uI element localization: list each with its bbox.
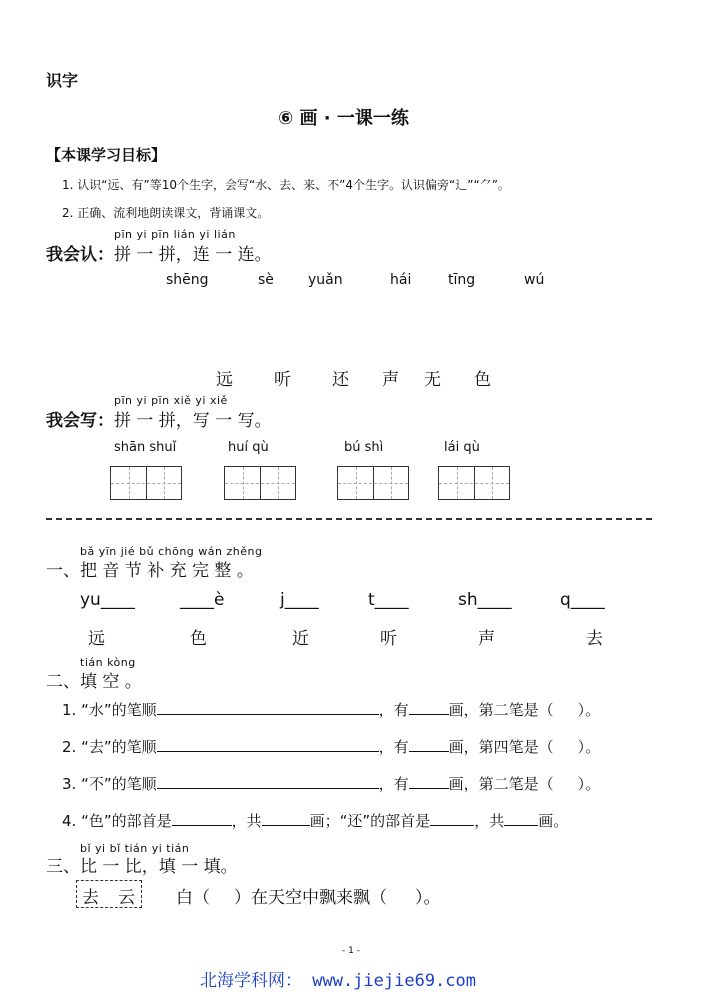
syllable-blank[interactable]: sh____ [458, 590, 512, 610]
writing-grid[interactable] [224, 466, 296, 500]
pinyin-item: hái [390, 272, 412, 288]
stroke-count-blank[interactable] [409, 737, 449, 752]
section-divider [46, 518, 652, 520]
compare-char: 云 [118, 888, 135, 908]
stroke-order-blank[interactable] [157, 774, 379, 789]
stroke-count-blank[interactable] [409, 700, 449, 715]
radical-blank[interactable] [430, 811, 474, 826]
q1-char: 去 [586, 629, 603, 649]
goal-2: 2. 正确、流利地朗读课文，背诵课文。 [62, 206, 270, 220]
syllable-blank[interactable]: t____ [368, 590, 409, 610]
fill-item-text: 画，第四笔是（ [448, 738, 554, 756]
fill-item-text: 画，第二笔是（ [448, 775, 554, 793]
compare-char: 去 [82, 888, 99, 908]
write-word-pinyin: lái qù [444, 440, 480, 455]
fill-item-text: ，有 [378, 701, 409, 719]
pinyin-item: sè [258, 272, 274, 288]
sentence-text: ）在天空中飘来飘（ [234, 888, 387, 908]
q2-pinyin: tián kòng [80, 656, 136, 669]
syllable-blank[interactable]: ____è [180, 590, 225, 610]
write-word-pinyin: shān shuǐ [114, 440, 177, 455]
recognize-pinyin: pīn yi pīn lián yi lián [114, 228, 236, 241]
fill-item-4 [62, 810, 568, 831]
fill-item-text: 画，第二笔是（ [448, 701, 554, 719]
char-item: 无 [424, 370, 441, 390]
q1-label: 一、 [46, 561, 80, 581]
fill-item-text: ，有 [378, 775, 409, 793]
stroke-count-blank[interactable] [262, 811, 310, 826]
char-item: 色 [474, 370, 491, 390]
q1-pinyin: bǎ yīn jié bǔ chōng wán zhěng [80, 545, 263, 558]
sentence-text: ）。 [415, 888, 441, 908]
fill-item-2 [62, 736, 600, 757]
pinyin-item: shēng [166, 272, 209, 288]
syllable-blank[interactable]: j____ [280, 590, 319, 610]
q3-pinyin: bǐ yi bǐ tián yi tián [80, 842, 190, 855]
lesson-title: ⑥ 画 · 一课一练 [278, 108, 409, 129]
unit-label: 识字 [46, 71, 79, 90]
goals-heading: 【本课学习目标】 [46, 146, 167, 164]
stroke-order-blank[interactable] [157, 700, 379, 715]
q3-instruction: 比 一 比，填 一 填。 [80, 857, 238, 877]
radical-blank[interactable] [172, 811, 232, 826]
q1-char: 声 [478, 629, 495, 649]
q1-char: 远 [88, 629, 105, 649]
footer-website[interactable]: 北海学科网： www.jiejie69.com [200, 971, 476, 991]
writing-grid[interactable] [337, 466, 409, 500]
fill-item-text: 画；“还”的部首是 [309, 812, 431, 830]
q2-label: 二、 [46, 672, 80, 692]
pinyin-item: tīng [448, 272, 476, 288]
fill-item-text: ）。 [577, 775, 601, 793]
fill-item-3 [62, 773, 600, 794]
compare-sentence [176, 883, 441, 908]
fill-item-text: 4. “色”的部首是 [62, 812, 172, 830]
fill-item-1 [62, 699, 600, 720]
q2-instruction: 填 空 。 [80, 672, 142, 692]
q3-label: 三、 [46, 857, 80, 877]
fill-item-text: ，共 [231, 812, 262, 830]
recognize-instruction: 拼 一 拼，连 一 连。 [114, 245, 272, 265]
q1-char: 色 [190, 629, 207, 649]
stroke-order-blank[interactable] [157, 737, 379, 752]
goal-1: 1. 认识“远、有”等10个生字，会写“水、去、来、不”4个生字。认识偏旁“辶”“⺈”。 [62, 178, 510, 192]
write-word-pinyin: bú shì [344, 440, 384, 455]
char-item: 远 [216, 370, 233, 390]
char-item: 听 [274, 370, 291, 390]
stroke-count-blank[interactable] [504, 811, 538, 826]
fill-item-text: 3. “不”的笔顺 [62, 775, 157, 793]
q1-instruction: 把 音 节 补 充 完 整 。 [80, 561, 254, 581]
writing-grid[interactable] [438, 466, 510, 500]
syllable-blank[interactable]: q____ [560, 590, 605, 610]
writing-grid[interactable] [110, 466, 182, 500]
pinyin-item: wú [524, 272, 545, 288]
char-item: 还 [332, 370, 349, 390]
fill-item-text: 2. “去”的笔顺 [62, 738, 157, 756]
write-instruction: 拼 一 拼，写 一 写。 [114, 411, 272, 431]
write-word-pinyin: huí qù [228, 440, 269, 455]
fill-item-text: 1. “水”的笔顺 [62, 701, 157, 719]
write-label: 我会写： [46, 411, 114, 431]
syllable-blank[interactable]: yu____ [80, 590, 135, 610]
stroke-count-blank[interactable] [409, 774, 449, 789]
fill-item-text: 画。 [538, 812, 569, 830]
pinyin-item: yuǎn [308, 272, 343, 288]
fill-item-text: ）。 [577, 701, 601, 719]
fill-item-text: ，共 [474, 812, 505, 830]
page-number: - 1 - [342, 946, 360, 956]
recognize-label: 我会认： [46, 245, 114, 265]
char-item: 声 [382, 370, 399, 390]
q1-char: 近 [292, 629, 309, 649]
sentence-text: 白（ [176, 888, 210, 908]
q1-char: 听 [380, 629, 397, 649]
fill-item-text: ）。 [577, 738, 601, 756]
fill-item-text: ，有 [378, 738, 409, 756]
write-pinyin: pīn yi pīn xiě yi xiě [114, 394, 228, 407]
